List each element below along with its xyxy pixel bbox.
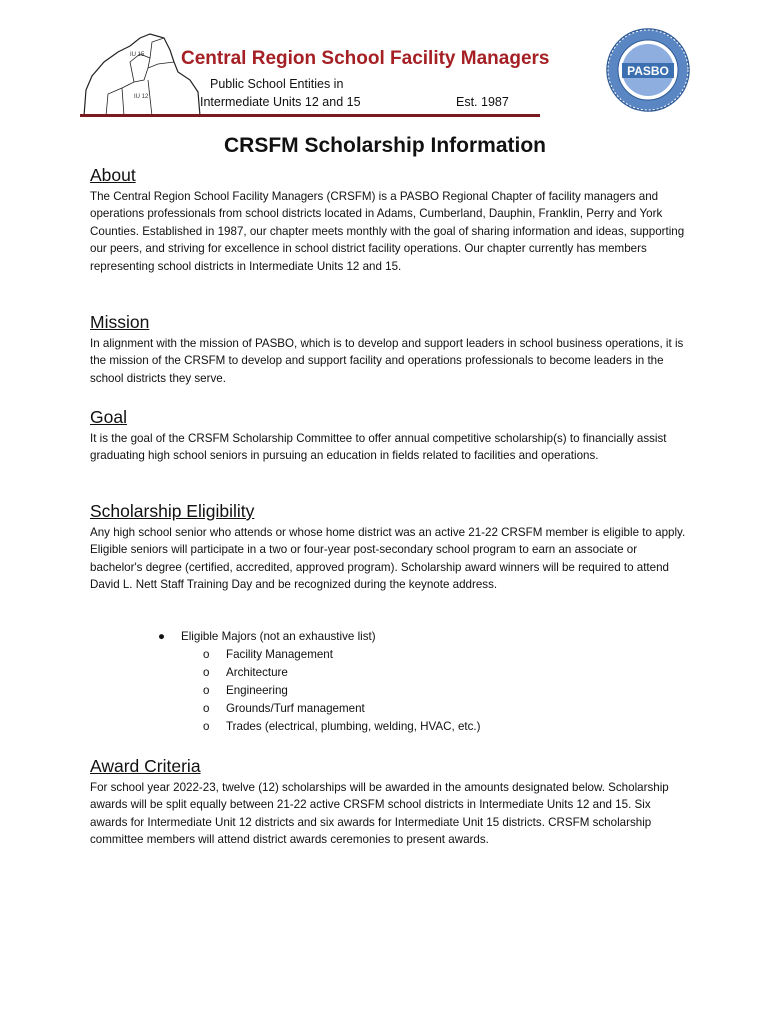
sub-bullet-icon: o bbox=[203, 702, 210, 715]
seal-text: PASBO bbox=[627, 64, 669, 78]
goal-section bbox=[90, 406, 690, 465]
letterhead bbox=[78, 28, 698, 123]
about-body: The Central Region School Facility Managers (CRSFM) is a PASBO Regional Chapter of facility managers and operations professionals from school districts located in Adams, Cumberland, Dauphin, Franklin, Perry and York Counties. Established in 1987, our chapter meets monthly with the goal of sharing information and ideas, supporting our peers, and striving for excellence in school district facility operations. Our chapter currently has members representing school districts in Intermediate Units 12 and 15. bbox=[90, 190, 685, 273]
map-label-iu12: IU 12 bbox=[134, 94, 149, 100]
pasbo-seal-logo bbox=[606, 28, 690, 112]
sub-bullet-icon: o bbox=[203, 684, 210, 697]
page-title: CRSFM Scholarship Information bbox=[223, 134, 546, 157]
list-item bbox=[158, 718, 658, 736]
about-heading: About bbox=[90, 165, 136, 185]
list-item bbox=[158, 646, 658, 664]
goal-heading: Goal bbox=[90, 407, 127, 427]
organization-subtitle-line1: Public School Entities in bbox=[210, 77, 344, 91]
mission-section bbox=[90, 311, 690, 387]
sub-bullet-icon: o bbox=[203, 720, 210, 733]
award-criteria-section bbox=[90, 755, 690, 849]
mission-body: In alignment with the mission of PASBO, which is to develop and support leaders in school business operations, it is the mission of the CRSFM to develop and support facility and operations professionals to become leaders in the school districts they serve. bbox=[90, 337, 684, 385]
map-label-iu15: IU 15 bbox=[130, 52, 145, 58]
sub-bullet-icon: o bbox=[203, 666, 210, 679]
award-criteria-body: For school year 2022-23, twelve (12) scholarships will be awarded in the amounts designated below. Scholarship awards will be split equally between 21-22 active CRSFM school districts in Intermediate Units 12 and 15. Six awards for Intermediate Unit 12 districts and six awards for Intermediate Unit 15 districts. CRSFM scholarship committee members will attend district awards ceremonies to present awards. bbox=[90, 781, 669, 847]
organization-title: Central Region School Facility Managers bbox=[181, 48, 550, 69]
list-item bbox=[158, 682, 658, 700]
header-divider bbox=[80, 114, 540, 117]
region-map-icon bbox=[78, 32, 203, 118]
sub-bullet-icon: o bbox=[203, 648, 210, 661]
mission-heading: Mission bbox=[90, 312, 150, 332]
majors-heading: Eligible Majors (not an exhaustive list) bbox=[181, 630, 376, 643]
major-item: Grounds/Turf management bbox=[226, 702, 365, 715]
major-item: Facility Management bbox=[226, 648, 333, 661]
eligibility-section bbox=[90, 500, 690, 594]
major-item: Trades (electrical, plumbing, welding, HVAC, etc.) bbox=[226, 720, 481, 733]
eligibility-body: Any high school senior who attends or whose home district was an active 21-22 CRSFM member is eligible to apply. Eligible seniors will participate in a two or four-year post-secondary school program to earn an associate or bachelor's degree (certified, accredited, approved program). Scholarship award winners will be required to attend David L. Nett Staff Training Day and be recognized during the keynote address. bbox=[90, 526, 686, 592]
list-item bbox=[158, 628, 658, 646]
organization-subtitle-line2: Intermediate Units 12 and 15 bbox=[200, 95, 361, 109]
major-item: Architecture bbox=[226, 666, 288, 679]
major-item: Engineering bbox=[226, 684, 288, 697]
about-section bbox=[90, 164, 690, 275]
list-item bbox=[158, 664, 658, 682]
bullet-icon: ● bbox=[158, 630, 166, 643]
eligibility-heading: Scholarship Eligibility bbox=[90, 501, 255, 521]
award-criteria-heading: Award Criteria bbox=[90, 756, 201, 776]
goal-body: It is the goal of the CRSFM Scholarship Committee to offer annual competitive scholarship(s) to financially assist graduating high school seniors in pursuing an education in fields related to facilities and operations. bbox=[90, 432, 667, 463]
eligible-majors-list bbox=[158, 628, 658, 736]
list-item bbox=[158, 700, 658, 718]
established-year: Est. 1987 bbox=[456, 95, 509, 109]
